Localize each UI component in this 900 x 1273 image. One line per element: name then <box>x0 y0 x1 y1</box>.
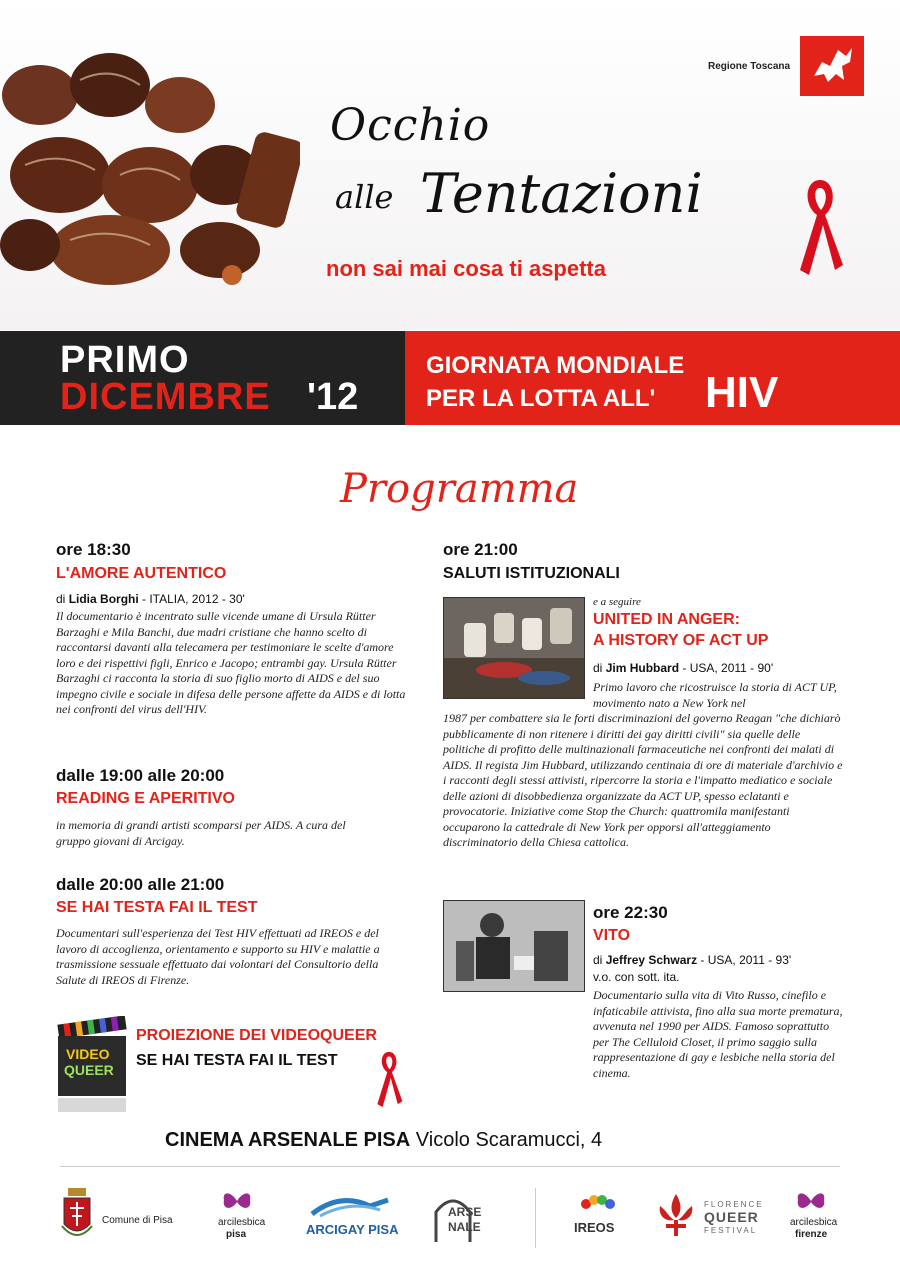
venue-address: Vicolo Scaramucci, 4 <box>415 1129 603 1151</box>
banner-dicembre: DICEMBRE <box>60 376 271 418</box>
event3-description: Documentari sull'esperienza dei Test HIV effettuati ad IREOS e del lavoro di accoglienza, orientamento e supporto su HIV e malattie a trasmissione sessuale effettuato dai volontari del Consultorio della Salute di IREOS di Firenze. <box>56 926 380 987</box>
banner-hiv: HIV <box>705 368 779 417</box>
title-occhio: Occhio <box>330 100 491 151</box>
arcilesbica-firenze-label-1: arcilesbica <box>790 1217 838 1228</box>
arcigay-wave-icon <box>310 1196 390 1218</box>
ireos-crown-icon <box>578 1192 618 1216</box>
fqf-label-2: QUEER <box>704 1209 759 1225</box>
event5-description-short: Primo lavoro che ricostruisce la storia di ACT UP, movimento nato a New York nel <box>593 680 837 710</box>
tagline: non sai mai cosa ti aspetta <box>326 256 606 281</box>
videoqueer-subtitle: SE HAI TESTA FAI IL TEST <box>136 1052 338 1069</box>
banner-primo: PRIMO <box>60 339 190 381</box>
event5-title-line1: UNITED IN ANGER: <box>593 611 740 628</box>
region-label: Regione Toscana <box>708 61 791 72</box>
red-ribbon-small-icon <box>370 1046 408 1110</box>
event5-credit: di Jim Hubbard - USA, 2011 - 90' <box>593 661 774 675</box>
ireos-label: IREOS <box>574 1220 615 1235</box>
videoqueer-logo <box>56 1016 130 1116</box>
event5-description: 1987 per combattere sia le forti discriminazioni del governo Reagan "che dichiarò pubblicamente di non ritenere i diritti dei gay diritti civili" sia quelle delle politiche di profitto delle multinazionali farmaceutiche nei confronti dei malati di AIDS. Il regista Jim Hubbard, utilizzando centinaia di ore di materiale d'archivio e i racconti degli stessi attivisti, ripercorre la storia e l'impatto mediatico e sociale delle azioni di disobbedienza organizzate da ACT UP, spesso eclatanti e provocatorie. Iniziative come Stop the Church: quattromila manifestanti occuparono la cattedrale di New York per opporsi all'atteggiamento discriminatorio della Chiesa cattolica. <box>443 711 843 849</box>
banner-giornata-line2: PER LA LOTTA ALL' <box>426 385 656 412</box>
title-tentazioni: Tentazioni <box>420 162 703 225</box>
fqf-label-1: FLORENCE <box>704 1200 764 1209</box>
event2-time: dalle 19:00 alle 20:00 <box>56 766 225 785</box>
event5-title-line2: A HISTORY OF ACT UP <box>593 632 769 649</box>
fqf-label-3: FESTIVAL <box>704 1226 758 1235</box>
event1-time: ore 18:30 <box>56 540 131 559</box>
event3-time: dalle 20:00 alle 21:00 <box>56 875 225 894</box>
banner-year: '12 <box>307 376 359 418</box>
arcilesbica-firenze-label-2: firenze <box>795 1229 828 1240</box>
banner-giornata-line1: GIORNATA MONDIALE <box>426 352 685 379</box>
venue-name: CINEMA ARSENALE PISA <box>165 1129 411 1151</box>
comune-pisa-logo <box>60 1186 94 1246</box>
comune-pisa-label: Comune di Pisa <box>102 1215 173 1226</box>
event4-title: SALUTI ISTITUZIONALI <box>443 565 620 582</box>
arcilesbica-pisa-label-1: arcilesbica <box>218 1217 266 1228</box>
videoqueer-logo-video: VIDEO <box>66 1046 110 1062</box>
butterfly-icon <box>222 1190 252 1212</box>
pisa-crest-icon <box>60 1186 94 1246</box>
event1-description: Il documentario è incentrato sulle vicende umane di Ursula Rütter Barzaghi e Mila Banchi, due madri cristiane che hanno scelto di raccontarsi davanti alla telecamera per testimoniare le scelte d'amore loro e dei rispettivi figli, Enrico e Jacopo; entrambi gay. Ursula Rütter Barzaghi ci racconta la storia di suo figlio morto di AIDS e del suo impegno civile e sociale in difesa delle persone affette da AIDS e di lotta nei confronti del virus dell'HIV. <box>56 609 406 716</box>
footer-divider <box>60 1166 840 1167</box>
venue-info <box>165 1129 602 1152</box>
event6-credit: di Jeffrey Schwarz - USA, 2011 - 93' <box>593 953 792 967</box>
event6-subtitle: v.o. con sott. ita. <box>593 970 680 984</box>
vito-photo <box>443 900 585 992</box>
arsenale-label-2: NALE <box>448 1220 481 1234</box>
act-up-photo <box>443 597 585 699</box>
arcilesbica-pisa-logo <box>222 1190 252 1212</box>
butterfly-icon <box>796 1190 826 1212</box>
arcilesbica-firenze-logo <box>796 1190 826 1212</box>
event6-time: ore 22:30 <box>593 903 668 922</box>
videoqueer-title: PROIEZIONE DEI VIDEOQUEER <box>136 1027 377 1044</box>
red-ribbon-icon <box>795 170 845 280</box>
event3-title: SE HAI TESTA FAI IL TEST <box>56 899 258 916</box>
arcilesbica-pisa-label-2: pisa <box>226 1229 247 1240</box>
arsenale-label-1: ARSE <box>448 1205 482 1219</box>
event2-description: in memoria di grandi artisti scomparsi per AIDS. A cura del gruppo giovani di Arcigay. <box>56 818 346 848</box>
event5-pre: e a seguire <box>593 596 641 608</box>
event6-title: VITO <box>593 927 631 944</box>
event1-title: L'AMORE AUTENTICO <box>56 565 227 582</box>
programma-heading: Programma <box>340 466 579 512</box>
event4-time: ore 21:00 <box>443 540 518 559</box>
footer-separator <box>535 1188 536 1248</box>
region-toscana-logo <box>800 36 864 96</box>
arcigay-pisa-label: ARCIGAY PISA <box>306 1222 399 1237</box>
chocolates-image <box>0 25 300 305</box>
pegasus-icon <box>800 36 864 96</box>
event2-title: READING E APERITIVO <box>56 790 235 807</box>
event6-description: Documentario sulla vita di Vito Russo, cinefilo e infaticabile attivista, fino alla sua morte prematura, avvenuta nel 1990 per AIDS. Famoso soprattutto per The Celluloid Closet, il primo saggio sulla rappresentazione di gay e lesbiche nella storia del cinema. <box>593 988 843 1080</box>
fleur-de-lis-icon <box>656 1192 696 1238</box>
videoqueer-logo-queer: QUEER <box>64 1062 114 1078</box>
title-alle: alle <box>335 178 394 216</box>
event1-credit: di Lidia Borghi - ITALIA, 2012 - 30' <box>56 592 245 606</box>
